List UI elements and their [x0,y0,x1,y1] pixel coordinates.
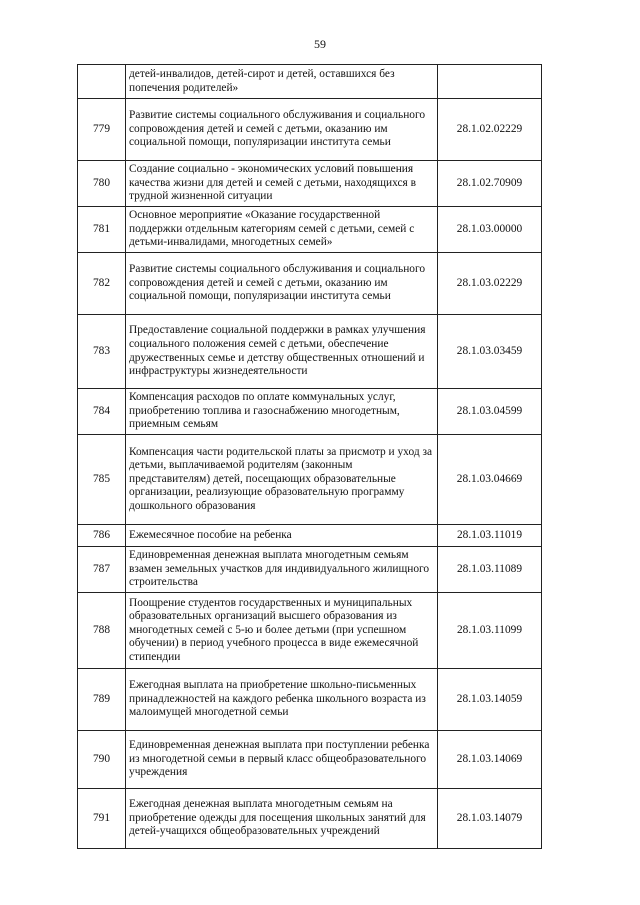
row-number-cell: 789 [78,669,126,731]
row-code-cell: 28.1.03.11099 [438,593,542,669]
row-number-cell [78,65,126,99]
table-row [78,389,542,435]
row-number-cell: 780 [78,161,126,207]
row-code-cell: 28.1.02.02229 [438,99,542,161]
row-number-cell: 784 [78,389,126,435]
table-row [78,435,542,525]
row-description-cell: Основное мероприятие «Оказание государственной поддержки отдельным категориям семей с детьми, семей с детьми-инвалидами, многодетных семей» [126,207,438,253]
row-code-cell [438,65,542,99]
row-description-cell: Ежегодная денежная выплата многодетным семьям на приобретение одежды для посещения школьных занятий для детей-учащихся общеобразовательных учреждений [126,789,438,849]
row-code-cell: 28.1.03.14059 [438,669,542,731]
row-description-cell: Предоставление социальной поддержки в рамках улучшения социального положения семей с детьми, обеспечение дружественных семье и детству общественных отношений и инфраструктуры жизнедеятельности [126,315,438,389]
row-description-cell: Единовременная денежная выплата многодетным семьям взамен земельных участков для индивидуального жилищного строительства [126,547,438,593]
table-row [78,253,542,315]
row-description-cell: Поощрение студентов государственных и муниципальных образовательных организаций высшего образования из многодетных семей с 5-ю и более детьми (при успешном обучении) в период учебного процесса в виде ежемесячной стипендии [126,593,438,669]
row-code-cell: 28.1.03.00000 [438,207,542,253]
row-number-cell: 781 [78,207,126,253]
table-row [78,669,542,731]
row-code-cell: 28.1.03.11089 [438,547,542,593]
table-row [78,525,542,547]
row-description-cell: Единовременная денежная выплата при поступлении ребенка из многодетной семьи в первый класс общеобразовательного учреждения [126,731,438,789]
row-number-cell: 791 [78,789,126,849]
row-code-cell: 28.1.03.11019 [438,525,542,547]
row-description-cell: Развитие системы социального обслуживания и социального сопровождения детей и семей с детьми, оказанию им социальной помощи, популяризации института семьи [126,253,438,315]
row-description-cell: Ежегодная выплата на приобретение школьно-письменных принадлежностей на каждого ребенка школьного возраста из малоимущей многодетной семьи [126,669,438,731]
table-row [78,789,542,849]
row-code-cell: 28.1.03.14079 [438,789,542,849]
row-code-cell: 28.1.03.14069 [438,731,542,789]
row-number-cell: 787 [78,547,126,593]
row-code-cell: 28.1.03.03459 [438,315,542,389]
page-number: 59 [314,37,326,51]
row-description-cell: Компенсация расходов по оплате коммунальных услуг, приобретению топлива и газоснабжению многодетным, приемным семьям [126,389,438,435]
budget-classification-table [77,64,542,849]
table-body [78,65,542,849]
row-number-cell: 783 [78,315,126,389]
row-number-cell: 779 [78,99,126,161]
table-row [78,593,542,669]
row-number-cell: 790 [78,731,126,789]
row-description-cell: Создание социально - экономических условий повышения качества жизни для детей и семей с детьми, находящихся в трудной жизненной ситуации [126,161,438,207]
table-row [78,161,542,207]
row-number-cell: 785 [78,435,126,525]
row-number-cell: 782 [78,253,126,315]
row-description-cell: Развитие системы социального обслуживания и социального сопровождения детей и семей с детьми, оказанию им социальной помощи, популяризации института семьи [126,99,438,161]
row-code-cell: 28.1.03.04669 [438,435,542,525]
table-row [78,99,542,161]
row-description-cell: детей-инвалидов, детей-сирот и детей, оставшихся без попечения родителей» [126,65,438,99]
row-description-cell: Компенсация части родительской платы за присмотр и уход за детьми, выплачиваемой родителям (законным представителям) детей, посещающих образовательные организации, реализующие образовательную программу дошкольного образования [126,435,438,525]
table-row [78,65,542,99]
row-number-cell: 788 [78,593,126,669]
row-number-cell: 786 [78,525,126,547]
table-row [78,207,542,253]
row-code-cell: 28.1.02.70909 [438,161,542,207]
table-row [78,731,542,789]
row-code-cell: 28.1.03.04599 [438,389,542,435]
row-code-cell: 28.1.03.02229 [438,253,542,315]
table-row [78,315,542,389]
table-row [78,547,542,593]
row-description-cell: Ежемесячное пособие на ребенка [126,525,438,547]
